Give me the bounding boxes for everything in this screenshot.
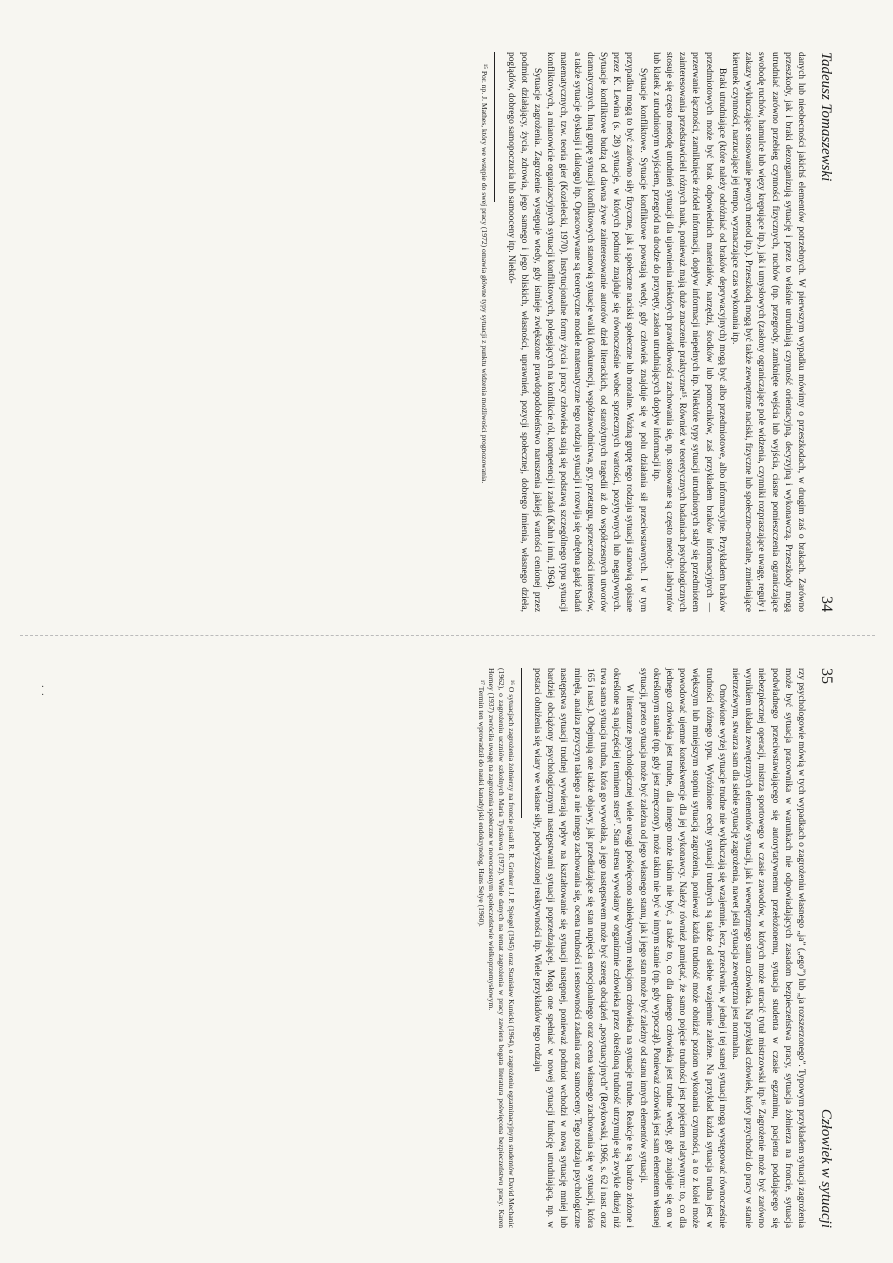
footnote: ¹⁷ Termin ten wprowadził do nauki kanadyjski endokrynolog, Hans Selye (1960).	[476, 680, 486, 927]
footnote: ¹⁵ Por. np. J. Mathes, który we wstępie do swej pracy (1972) omawia główne typy sytuacji z punktu widzenia możliwości prognozowania.	[480, 64, 490, 484]
footnotes	[479, 52, 489, 612]
page-35	[75, 668, 835, 1228]
paragraph: rzy psychologowie mówią w tych wypadkach o zagrożeniu własnego „ja” („ego”) lub „ja rozszerzonego”. Typowym przykładem sytuacji zagrożenia może być sytuacja pracownika w warunkach nie odpowiadających zasadom bezpieczeństwa pracy, sytuacja żołnierza na froncie, sytuacja podwładnego przeciwstawiającego się autorytatywnemu przełożonemu, sytuacja studenta w czasie egzaminu, pacjenta poddającego się niebezpiecznej operacji, mistrza sportowego w czasie zawodów, w których może utracić tytuł mistrzowski itp.¹⁶ Zagrożenie może być zarówno wynikiem układu zewnętrznych elementów sytuacji, jak i wewnętrznego stanu człowieka. Na przykład człowiek, który przychodzi do pracy w stanie nietrzeźwym, stwarza sam dla siebie sytuację zagrożenia, nawet jeśli sytuacja zewnętrzna jest normalna.	[729, 668, 806, 1228]
paragraph: W literaturze psychologicznej wiele uwagi poświęcono subiektywnym reakcjom człowieka na sytuacje trudne. Reakcje te są bardzo złożone i określone są najczęściej terminem stres¹⁷. Stan stresu wywołany w organizmie człowieka przez określoną trudność utrzymuje się zwykle dłużej niż trwa sama sytuacja trudna, która go wywołała, a jego następstwem może być szereg obciążeń „posytuacyjnych” (Reykowski, 1966, s. 62 i nast. oraz 165 i nast.). Obejmują one także objawy, jak przedłużające się stan napięcia emocjonalnego oraz ocena własnego zachowania się w sytuacji, która minęła, analiza przyczyn takiego a nie innego zachowania się, ocena trudności i sensowności zadania oraz samooceny. Tego rodzaju psychologiczne następstwa sytuacji trudnej wywierają wpływ na kształtowanie się sytuacji następnej, ponieważ podmiot wchodzi w nową sytuację mniej lub bardziej obciążony psychologicznymi następstwami sytuacji poprzedzającej. Mogą one spełniać w nowej sytuacji funkcję utrudniającą, np. w postaci obniżenia się wiary we własne siły, podwyższonej reaktywności itp. Wiele przykładów tego rodzaju	[531, 668, 635, 1228]
running-head	[817, 668, 835, 1228]
running-head-author: Tadeusz Tomaszewski	[818, 52, 834, 182]
page-divider	[20, 635, 875, 637]
paragraph: Braki utrudniające (które należy odróżniać od braków deprywacyjnych) mogą być albo przedmiotowe, albo informacyjne. Przykładem braków przedmiotowych może być brak odpowiednich materiałów, narzędzi, środków lub pomocników, zaś przykładem braków informacyjnych — przerwanie łączności, zamilknięcie źródeł informacji, dopływ informacji niepełnych itp. Niektóre typy sytuacji utrudnionych stały się przedmiotem zainteresowania przedstawicieli różnych nauk, ponieważ mają duże znaczenie praktyczne¹⁵. Również w teoretycznych badaniach psychologicznych stosuje się często metodę utrudnień sytuacji dla ujawnienia niektórych prawidłowości zachowania się, np. stosowane są często metody: labiryntów lub klatek z utrudnionym wyjściem, przegród na drodze do przynęty, zasłon utrudniających dopływ informacji itp.	[650, 52, 727, 612]
footnote: ¹⁶ O sytuacjach zagrożenia żołnierzy na froncie pisali R. R. Grinker i J. P. Spiegel (1945) oraz Stanisław Kunicki (1964), o zagrożeniu egzaminacyjnym studentów David Mechanic (1962), o zagrożeniu uczniów szkolnych Maria Tyszkowa (1972). Wiele danych na temat zagrożenia w pracy zawiera bogata literatura poświęcona bezpieczeństwu pracy. Karen Horney (1937) zwróciła uwagę na zagrożenia społeczne w nowoczesnym społeczeństwie wielkoprzemysłowym.	[486, 668, 516, 1228]
footnote-rule	[521, 668, 522, 818]
body-text	[503, 52, 807, 612]
page-number: 35	[818, 668, 835, 684]
paragraph: Sytuacje zagrożenia. Zagrożenie występuje wtedy, gdy istnieje zwiększone prawdopodobieństwo naruszenia jakiejś wartości cenionej przez podmiot działający, życia, zdrowia, jego samego i jego bliskich, własności, uprawnień, pozycji społecznej, dobrego imienia, własnego dzieła, poglądów, dobrego samopoczucia lub samooceny itp. Niektó-	[505, 52, 542, 612]
paragraph: Sytuacje konfliktowe. Sytuacje konfliktowe powstają wtedy, gdy człowiek znajduje się w polu działania sił przeciwstawnych. I w tym przypadku mogą to być zarówno siły fizyczne, jak i społeczne naciski społeczne lub moralne. Ważną grupę tego rodzaju sytuacji stanowią opisane przez K. Lewina (s. 28) sytuacje, w których podmiot znajduje się równocześnie wobec sprzecznych wartości, pozytywnych lub negatywnych. Sytuacje konfliktowe budzą od dawna żywe zainteresowanie autorów dzieł literackich, od starożytnych tragedii aż do współczesnych utworów dramatycznych. Inną grupę sytuacji konfliktowych stanowią sytuacje walki (konkurencji, współzawodnictwa, gry, przetargu, sprzeczności interesów, a także sytuacje dyskusji i dialogu) itp. Opracowywane są teoretyczne modele matematyczne tego rodzaju sytuacji i rozwija się odrębna gałąź badań matematycznych, tzw. teoria gier (Kozielecki, 1970). Instytucjonalne formy życia i pracy człowieka stają się podstawą szczególnego typu sytuacji konfliktowych, a mianowicie organizacyjnych sytuacji konfliktowych, polegających na konflikcie ról, kompetencji i zadań (Kahn i inni, 1964).	[545, 52, 648, 612]
running-head	[817, 52, 835, 612]
footnote-rule	[494, 52, 495, 202]
body-text	[530, 668, 807, 1228]
paragraph: danych lub nieobecności jakichś elementów potrzebnych. W pierwszym wypadku mówimy o przeszkodach, w drugim zaś o brakach. Zarówno przeszkody, jak i braki dezorganizują sytuację i przez to właśnie utrudniają czynność orientacyjną, decyzyjną i wykonawczą. Przeszkody mogą utrudniać zarówno przebieg czynności fizycznych, ruchów (np. przegrody, zamknięte wejścia lub wyjścia, ciasne pomieszczenia ograniczające swobodę ruchów, hamulce lub więzy krępujące itp.), jak i umysłowych (zasłony ograniczające pole widzenia, czynniki rozpraszające uwagę, reguły i zakazy wykluczające stosowanie pewnych metod itp.). Przeszkodą mogą być także zewnętrzne naciski, fizyczne lub społeczno-moralne, zmieniające kierunek czynności, narzucające jej tempo, wyznaczające czas wykonania itp.	[729, 52, 806, 612]
scan-specks: · ·	[41, 682, 45, 701]
page-number: 34	[818, 596, 835, 612]
footnotes	[476, 668, 516, 1228]
running-head-title: Człowiek w sytuacji	[818, 1108, 834, 1228]
page-34	[75, 52, 835, 612]
paragraph: Omówione wyżej sytuacje trudne nie wykluczają się wzajemnie, lecz, przeciwnie, w jednej i tej samej sytuacji mogą występować równocześnie trudności różnego typu. Wyróżnione cechy sytuacji trudnych są także od siebie wzajemnie zależne. Na przykład każda sytuacja trudna jest w większym lub mniejszym stopniu sytuacją zagrożenia, ponieważ każda trudność może obniżać poziom wykonania czynności, a to z kolei może powodować ujemne konsekwencje dla jej wykonawcy. Należy również pamiętać, że samo pojęcie trudności jest pojęciem relatywnym: to, co dla jednego człowieka jest trudne, dla innego może takim nie być, a także to, co dla danego człowieka jest trudne wtedy, gdy znajduje się on w określonym stanie (np. gdy jest zmęczony), może takim nie być w innym stanie (np. gdy wypoczął). Ponieważ człowiek jest sam elementem własnej sytuacji, przeto sytuacja może być zależna od jego własnego stanu, jak i jego stan może być zależny od stanu innych elementów sytuacji.	[637, 668, 727, 1228]
